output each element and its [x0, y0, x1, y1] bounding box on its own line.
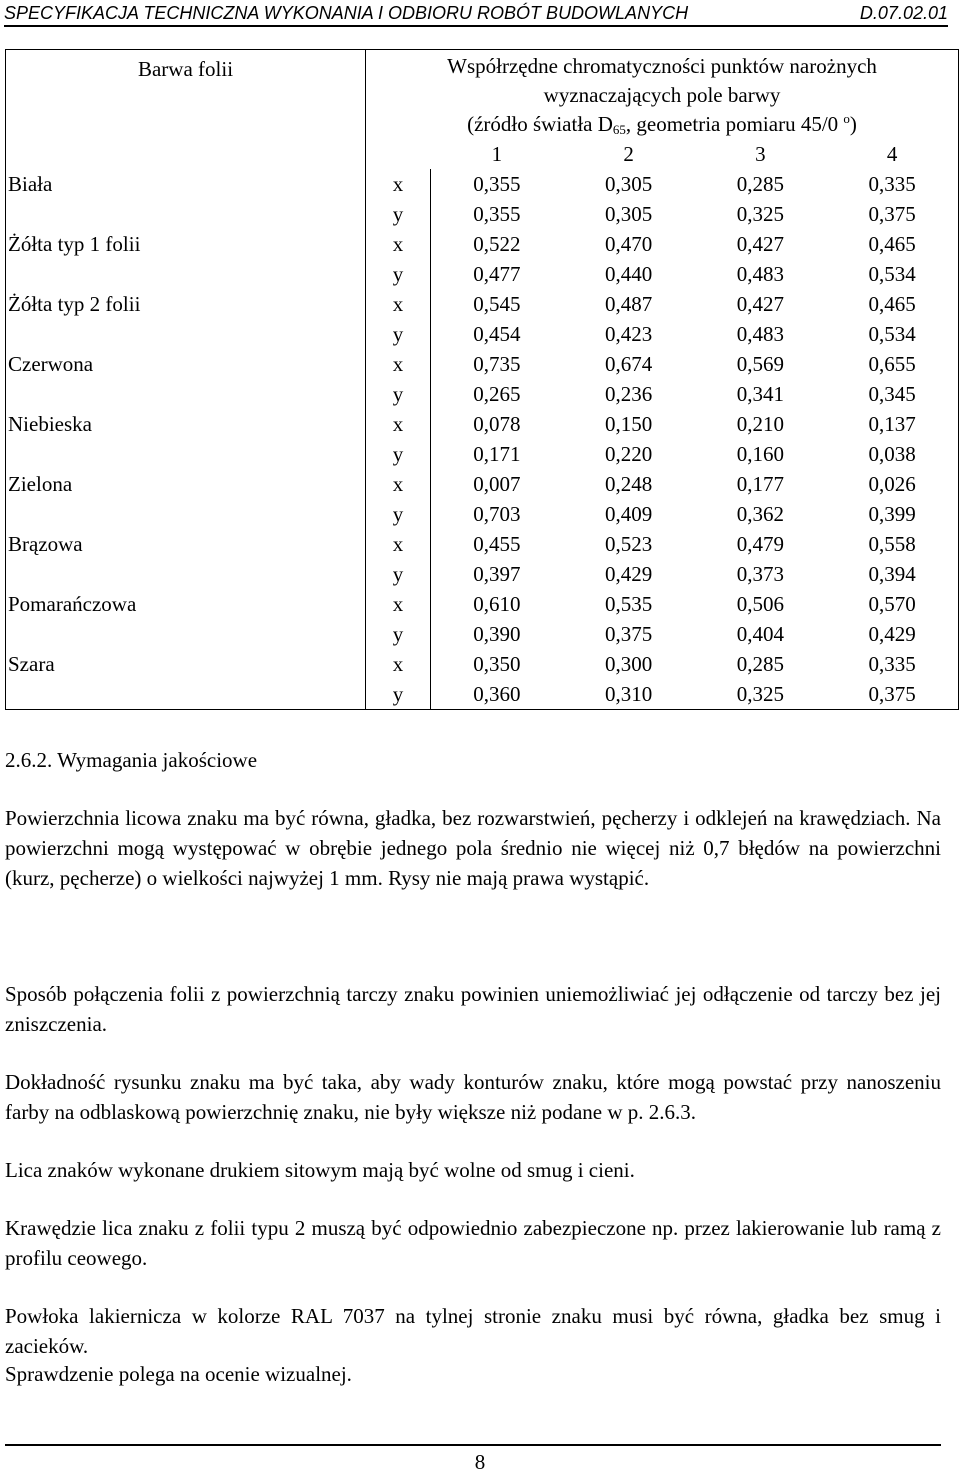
axis-label: x	[366, 409, 431, 439]
coordinate-value: 0,409	[605, 502, 653, 526]
table-row	[6, 679, 959, 710]
header-coordinates-line3	[366, 110, 958, 139]
axis-label: y	[366, 619, 431, 649]
table-row	[6, 319, 959, 349]
header-coordinates	[366, 50, 959, 140]
point-numbers	[366, 139, 959, 169]
coordinate-value: 0,523	[605, 532, 653, 556]
table-row	[6, 259, 959, 289]
coordinate-value: 0,404	[736, 622, 784, 646]
table-row	[6, 619, 959, 649]
footer-divider	[5, 1444, 941, 1446]
coordinate-value: 0,522	[473, 232, 521, 256]
paragraph-accuracy: Dokładność rysunku znaku ma być taka, aby wady konturów znaku, które mogą powstać przy nanoszeniu farby na odblaskową powierzchnię znaku, nie były większe niż podane w p. 2.6.3.	[5, 1070, 941, 1124]
paragraph-connection: Sposób połączenia folii z powierzchnią tarczy znaku powinien uniemożliwiać jej odłączenie od tarczy bez jej zniszczenia.	[5, 982, 941, 1036]
film-color-name	[6, 319, 366, 349]
coordinate-values	[431, 589, 959, 619]
coordinate-value: 0,220	[605, 442, 653, 466]
coordinate-values	[431, 469, 959, 499]
coordinate-values	[431, 199, 959, 229]
table-row	[6, 499, 959, 529]
axis-label: y	[366, 679, 431, 710]
coordinate-value: 0,285	[736, 172, 784, 196]
coordinate-value: 0,399	[868, 502, 916, 526]
film-color-name	[6, 199, 366, 229]
coordinate-values	[431, 649, 959, 679]
film-color-name	[6, 379, 366, 409]
coordinate-value: 0,150	[605, 412, 653, 436]
coordinate-value: 0,674	[605, 352, 653, 376]
coordinate-values	[431, 559, 959, 589]
table-row	[6, 349, 959, 379]
coordinate-value: 0,429	[605, 562, 653, 586]
coordinate-value: 0,285	[736, 652, 784, 676]
coordinate-value: 0,455	[473, 532, 521, 556]
coordinate-value: 0,703	[473, 502, 521, 526]
chromaticity-table	[5, 49, 959, 710]
table-row	[6, 439, 959, 469]
coordinate-values	[431, 319, 959, 349]
coordinate-value: 0,373	[736, 562, 784, 586]
point-number: 4	[886, 142, 898, 166]
coordinate-value: 0,423	[605, 322, 653, 346]
coordinate-value: 0,007	[473, 472, 521, 496]
coordinate-value: 0,470	[605, 232, 653, 256]
coordinate-value: 0,137	[868, 412, 916, 436]
table-row	[6, 169, 959, 199]
coordinate-value: 0,362	[736, 502, 784, 526]
film-color-name: Biała	[6, 169, 366, 199]
coordinate-value: 0,335	[868, 172, 916, 196]
paragraph-surface: Powierzchnia licowa znaku ma być równa, gładka, bez rozwarstwień, pęcherzy i odklejeń na krawędziach. Na powierzchni mogą występować w obrębie jednego pola średnio nie więcej niż 0,7 błędów na powierzchni (kurz, pęcherze) o wielkości najwyżej 1 mm. Rysy nie mają prawa wystąpić.	[5, 806, 941, 890]
coordinate-value: 0,506	[736, 592, 784, 616]
coordinate-value: 0,570	[868, 592, 916, 616]
coordinate-value: 0,171	[473, 442, 521, 466]
table-header-row	[6, 50, 959, 140]
coordinate-values	[431, 529, 959, 559]
coordinate-value: 0,397	[473, 562, 521, 586]
axis-label: x	[366, 289, 431, 319]
coordinate-value: 0,545	[473, 292, 521, 316]
table-row	[6, 289, 959, 319]
coordinate-value: 0,265	[473, 382, 521, 406]
film-color-name: Czerwona	[6, 349, 366, 379]
header-light-source-sub: 65	[612, 122, 626, 137]
section-title: 2.6.2. Wymagania jakościowe	[5, 748, 258, 772]
axis-label: y	[366, 259, 431, 289]
table-row	[6, 559, 959, 589]
coordinate-value: 0,440	[605, 262, 653, 286]
coordinate-value: 0,341	[736, 382, 784, 406]
film-color-name: Żółta typ 2 folii	[6, 289, 366, 319]
axis-label: x	[366, 469, 431, 499]
coordinate-values	[431, 229, 959, 259]
table-row	[6, 229, 959, 259]
coordinate-value: 0,360	[473, 682, 521, 706]
film-color-name	[6, 559, 366, 589]
film-color-name: Niebieska	[6, 409, 366, 439]
coordinate-value: 0,325	[736, 682, 784, 706]
table-row	[6, 379, 959, 409]
coordinate-value: 0,350	[473, 652, 521, 676]
coordinate-value: 0,477	[473, 262, 521, 286]
coordinate-value: 0,375	[868, 202, 916, 226]
header-light-source: (źródło światła D	[467, 112, 613, 136]
table-row	[6, 649, 959, 679]
coordinate-value: 0,325	[736, 202, 784, 226]
page-header	[4, 1, 948, 27]
coordinate-value: 0,345	[868, 382, 916, 406]
coordinate-value: 0,479	[736, 532, 784, 556]
axis-label: x	[366, 589, 431, 619]
film-color-name	[6, 619, 366, 649]
paragraph-coating: Powłoka lakiernicza w kolorze RAL 7037 na tylnej stronie znaku musi być równa, gładka bez smug i zacieków.	[5, 1304, 941, 1358]
film-color-name: Zielona	[6, 469, 366, 499]
coordinate-value: 0,483	[736, 322, 784, 346]
coordinate-value: 0,310	[605, 682, 653, 706]
coordinate-value: 0,210	[736, 412, 784, 436]
paragraph-screen-print: Lica znaków wykonane drukiem sitowym mają być wolne od smug i cieni.	[5, 1158, 635, 1182]
coordinate-value: 0,355	[473, 202, 521, 226]
coordinate-value: 0,160	[736, 442, 784, 466]
coordinate-value: 0,390	[473, 622, 521, 646]
coordinate-values	[431, 619, 959, 649]
header-film-color: Barwa folii	[6, 50, 366, 170]
header-coordinates-line1: Współrzędne chromatyczności punktów narożnych	[447, 54, 877, 78]
coordinate-value: 0,487	[605, 292, 653, 316]
coordinate-values	[431, 409, 959, 439]
axis-label: y	[366, 379, 431, 409]
axis-label: x	[366, 349, 431, 379]
document-title: SPECYFIKACJA TECHNICZNA WYKONANIA I ODBIORU ROBÓT BUDOWLANYCH	[4, 3, 689, 23]
paragraph-inspection: Sprawdzenie polega na ocenie wizualnej.	[5, 1362, 352, 1386]
film-color-name: Pomarańczowa	[6, 589, 366, 619]
coordinate-value: 0,735	[473, 352, 521, 376]
coordinate-values	[431, 379, 959, 409]
axis-label: y	[366, 319, 431, 349]
film-color-name	[6, 499, 366, 529]
coordinate-value: 0,355	[473, 172, 521, 196]
coordinate-value: 0,305	[605, 202, 653, 226]
coordinate-values	[431, 259, 959, 289]
coordinate-value: 0,655	[868, 352, 916, 376]
coordinate-value: 0,394	[868, 562, 916, 586]
header-close-paren: )	[849, 112, 857, 136]
coordinate-values	[431, 679, 959, 710]
coordinate-value: 0,534	[868, 322, 916, 346]
coordinate-value: 0,038	[868, 442, 916, 466]
coordinate-value: 0,375	[605, 622, 653, 646]
coordinate-value: 0,535	[605, 592, 653, 616]
point-number: 2	[623, 142, 634, 166]
coordinate-value: 0,335	[868, 652, 916, 676]
coordinate-value: 0,026	[868, 472, 916, 496]
header-coordinates-line2: wyznaczających pole barwy	[543, 83, 781, 107]
coordinate-values	[431, 439, 959, 469]
coordinate-value: 0,078	[473, 412, 521, 436]
coordinate-value: 0,558	[868, 532, 916, 556]
coordinate-value: 0,454	[473, 322, 521, 346]
coordinate-value: 0,569	[736, 352, 784, 376]
coordinate-value: 0,427	[736, 292, 784, 316]
film-color-name: Szara	[6, 649, 366, 679]
coordinate-value: 0,483	[736, 262, 784, 286]
axis-label: x	[366, 529, 431, 559]
axis-label: x	[366, 649, 431, 679]
film-color-name: Brązowa	[6, 529, 366, 559]
coordinate-value: 0,427	[736, 232, 784, 256]
table-row	[6, 589, 959, 619]
paragraph-edges: Krawędzie lica znaku z folii typu 2 muszą być odpowiednio zabezpieczone np. przez lakierowanie lub ramą z profilu ceowego.	[5, 1216, 941, 1270]
coordinate-value: 0,375	[868, 682, 916, 706]
page-number: 8	[474, 1450, 486, 1474]
header-divider	[4, 25, 948, 27]
coordinate-values	[431, 499, 959, 529]
table-row	[6, 409, 959, 439]
table-row	[6, 469, 959, 499]
film-color-name	[6, 259, 366, 289]
axis-label: x	[366, 229, 431, 259]
film-color-name: Żółta typ 1 folii	[6, 229, 366, 259]
coordinate-values	[431, 289, 959, 319]
coordinate-value: 0,236	[605, 382, 653, 406]
coordinate-value: 0,305	[605, 172, 653, 196]
coordinate-values	[431, 349, 959, 379]
point-number: 3	[755, 142, 766, 166]
point-number: 1	[491, 142, 503, 166]
coordinate-value: 0,610	[473, 592, 521, 616]
coordinate-value: 0,177	[736, 472, 784, 496]
coordinate-value: 0,429	[868, 622, 916, 646]
axis-label: y	[366, 199, 431, 229]
coordinate-values	[431, 169, 959, 199]
axis-label: y	[366, 439, 431, 469]
film-color-name	[6, 679, 366, 710]
axis-label: x	[366, 169, 431, 199]
table-row	[6, 529, 959, 559]
axis-label: y	[366, 499, 431, 529]
coordinate-value: 0,300	[605, 652, 653, 676]
coordinate-value: 0,534	[868, 262, 916, 286]
header-geometry: , geometria pomiaru 45/0	[625, 112, 839, 136]
coordinate-value: 0,465	[868, 292, 916, 316]
film-color-name	[6, 439, 366, 469]
document-code: D.07.02.01	[859, 3, 948, 23]
coordinate-value: 0,248	[605, 472, 653, 496]
axis-label: y	[366, 559, 431, 589]
header-degree-sup: o	[843, 111, 850, 126]
table-row	[6, 199, 959, 229]
coordinate-value: 0,465	[868, 232, 916, 256]
